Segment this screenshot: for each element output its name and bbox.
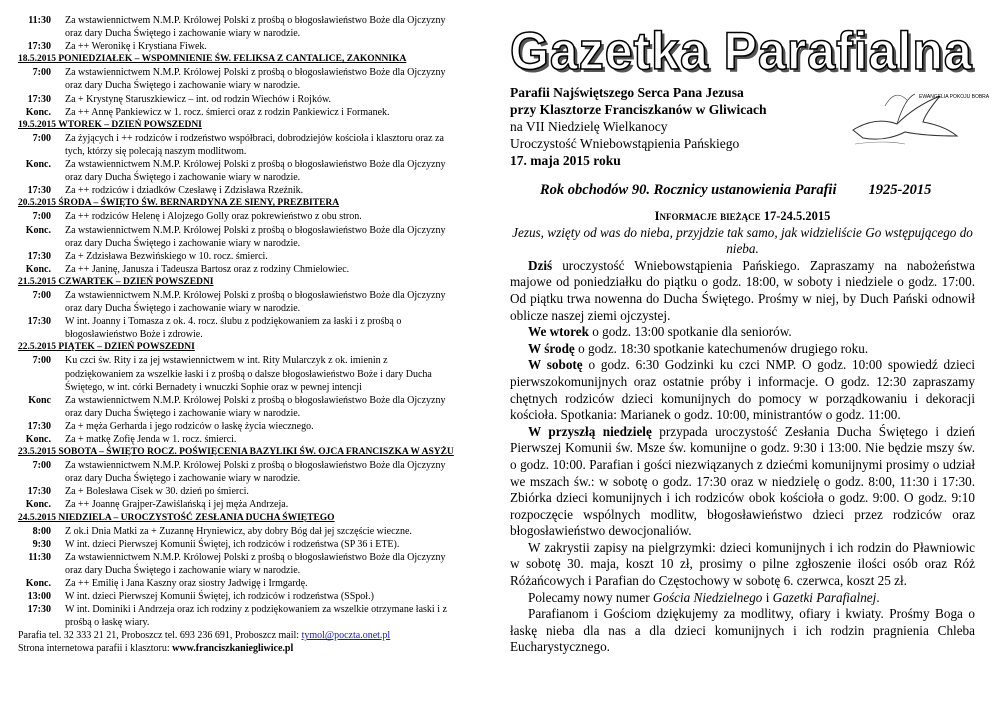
mass-intention: Za wstawiennictwem N.M.P. Królowej Polski z prośbą o błogosławieństwo Boże dla Ojczyzny oraz dary Ducha Świętego i zachowanie wiary w narodzie. — [65, 224, 446, 249]
mass-entry — [18, 485, 458, 498]
announcement-paragraph — [510, 357, 975, 423]
mass-intention: W int. dzieci Pierwszej Komunii Świętej, ich rodziców i rodzeństwa (SSpoł.) — [65, 591, 374, 603]
day-heading: 23.5.2015 SOBOTA – ŚWIĘTO ROCZ. POŚWIĘCENIA BAZYLIKI ŚW. OJCA FRANCISZKA W ASYŻU — [18, 447, 454, 458]
mass-entry — [18, 354, 458, 393]
mass-entry — [18, 106, 458, 119]
mass-intention: Za ++ rodziców Helenę i Alojzego Golly oraz pokrewieństwo z obu stron. — [65, 211, 362, 223]
mass-entry — [18, 603, 458, 629]
contact-text: Parafia tel. 32 333 21 21, Proboszcz tel. 693 236 691, Proboszcz mail: — [18, 630, 302, 642]
parish-name: Parafii Najświętszego Serca Pana Jezusa — [510, 85, 744, 100]
mass-time: 8:00 — [32, 525, 51, 537]
mass-time: 17:30 — [27, 250, 51, 262]
mass-intention: Za wstawiennictwem N.M.P. Królowej Polski z prośbą o błogosławieństwo Boże dla Ojczyzny oraz dary Ducha Świętego i zachowanie wiary w narodzie. — [65, 159, 446, 184]
mass-entry — [18, 184, 458, 197]
announcement-paragraph — [510, 341, 975, 358]
mass-time: Konc. — [25, 578, 51, 590]
scripture-quote: Jezus, wzięty od was do nieba, przyjdzie tak samo, jak widzieliście Go wstępującego do nieba. — [512, 224, 973, 257]
website-link[interactable]: www.franciszkaniegliwice.pl — [172, 643, 294, 655]
mass-time: 7:00 — [32, 211, 51, 223]
mass-intention: Za ++ Janinę, Janusza i Tadeusza Bartosz oraz z rodziny Chmielowiec. — [65, 263, 350, 275]
announcement-text: Parafianom i Gościom dziękujemy za modlitwy, ofiary i kwiaty. Prośmy Boga o łaskę nieba dla nas a dla dzieci komunijnych i ich rodzin pragnienia Chleba Eucharystycznego. — [510, 606, 975, 655]
announcement-text: przypada uroczystość Zesłania Ducha Świętego i dzień Pierwszej Komunii św. Msze św. komunijne o godz. 9:30 i 13:00. Nie będzie mszy św. o godz. 10:00. Parafian i gości niezwiązanych z dziećmi komunijnymi prosimy o udział we mszach św.: w sobotę o godz. 17:30 oraz w niedzielę o godz. 8:00, 11:30 i 17:30. Zbiórka dzieci komunijnych i ich rodziców obok kościoła o godz. 9:00. O godz. 9:10 rozpoczęcie wspólnych modlitw, błogosławieństwo dzieci przez rodziców oraz błogosławieństwo dewocjonaliów. — [510, 423, 976, 539]
announcement-paragraph — [510, 258, 975, 324]
announcement-paragraph — [510, 606, 975, 656]
mass-intention: Za ++ Weronikę i Krystiana Fiwek. — [65, 41, 207, 53]
announcement-text: o godz. 13:00 spotkanie dla seniorów. — [588, 324, 792, 340]
day-heading: 24.5.2015 NIEDZIELA – UROCZYSTOŚĆ ZESŁANIA DUCHA ŚWIĘTEGO — [18, 512, 335, 523]
announcement-lead: W sobotę — [528, 357, 583, 373]
mass-time: 17:30 — [27, 185, 51, 197]
mass-time: 17:30 — [27, 486, 51, 498]
day-heading: 18.5.2015 PONIEDZIAŁEK – WSPOMNIENIE ŚW. FELIKSA Z CANTALICE, ZAKONNIKA — [18, 54, 407, 65]
mass-time: 13:00 — [27, 591, 51, 603]
mass-intention: Za wstawiennictwem N.M.P. Królowej Polski z prośbą o błogosławieństwo Boże dla Ojczyzny oraz dary Ducha Świętego i zachowanie wiary w narodzie. — [65, 15, 446, 40]
mass-time: Konc. — [25, 159, 51, 171]
mass-time: Konc. — [25, 499, 51, 511]
mass-time: 9:30 — [32, 538, 51, 550]
mass-time: 7:00 — [32, 289, 51, 301]
mass-time: 17:30 — [27, 420, 51, 432]
mass-entry — [18, 315, 458, 341]
mass-entry — [18, 420, 458, 433]
mass-entry — [18, 224, 458, 250]
mass-entry — [18, 93, 458, 106]
anniversary-banner — [540, 182, 931, 199]
mass-time: Konc. — [25, 106, 51, 118]
announcement-lead: Dziś — [528, 257, 553, 273]
issue-date: 17. maja 2015 roku — [510, 153, 621, 168]
mass-time: Konc. — [25, 224, 51, 236]
feast-name: Uroczystość Wniebowstąpienia Pańskiego — [510, 136, 740, 151]
day-heading: 19.5.2015 WTOREK – DZIEŃ POWSZEDNI — [18, 119, 202, 130]
mass-entry — [18, 433, 458, 446]
logo-caption: EWANGELIA POKOJU BOBRA — [919, 94, 990, 100]
mass-entry — [18, 263, 458, 276]
mass-time: 7:00 — [32, 67, 51, 79]
mass-time: 11:30 — [28, 15, 51, 26]
day-heading: 22.5.2015 PIĄTEK – DZIEŃ POWSZEDNI — [18, 342, 195, 353]
mass-intention: Za żyjących i ++ rodziców i rodzeństwo współbraci, dobrodziejów kościoła i klasztoru oraz za tych, którzy się polecają naszym modlitwom. — [65, 132, 444, 157]
mass-entry — [18, 66, 458, 92]
mass-time: 17:30 — [27, 604, 51, 616]
mass-time: 7:00 — [32, 460, 51, 472]
mass-time: 17:30 — [27, 316, 51, 328]
mass-time: 7:00 — [32, 132, 51, 144]
announcement-text: uroczystość Wniebowstąpienia Pańskiego. Zapraszamy na nabożeństwa majowe od poniedziałku do piątku o godz. 18:00, w soboty i niedziele o godz. 17:00. Od piątku trwa nowenna do Ducha Świętego. Prośmy w niej, by Duch Pański odnowił oblicze naszej ziemi ojczystej. — [510, 257, 975, 323]
mass-intention: Za + Zdzisława Bezwińskiego w 10. rocz. śmierci. — [65, 250, 268, 262]
announcement-paragraph — [510, 424, 975, 540]
mass-time: 17:30 — [27, 93, 51, 105]
mass-intention: W int. Dominiki i Andrzeja oraz ich rodziny z podziękowaniem za wszelkie otrzymane łaski i z prośbą o łaskę wiary. — [65, 604, 447, 629]
mass-time: Konc — [28, 394, 51, 406]
mass-intention: Ku czci św. Rity i za jej wstawiennictwem w int. Rity Mularczyk z ok. imienin z podziękowaniem za wszelkie łaski i z prośbą o dalsze błogosławieństwo Boże i dary Ducha Świętego, w int. córki Bernadety i wnuczki Sophie oraz w pewnej intencji — [65, 355, 432, 393]
mass-intention: Za wstawiennictwem N.M.P. Królowej Polski z prośbą o błogosławieństwo Boże dla Ojczyzny oraz dary Ducha Świętego i zachowanie wiary w narodzie. — [65, 67, 446, 92]
announcement-text: o godz. 18:30 spotkanie katechumenów drugiego roku. — [574, 340, 869, 356]
mass-entry — [18, 158, 458, 184]
mass-schedule — [18, 14, 458, 655]
email-link[interactable]: tymol@poczta.onet.pl — [301, 630, 391, 642]
announcement-lead: W przyszłą niedzielę — [528, 423, 652, 439]
mass-intention: Za + matkę Zofię Jenda w 1. rocz. śmierci. — [65, 434, 237, 445]
mass-intention: Za ++ Joannę Grajper-Zawiślańską i jej męża Andrzeja. — [65, 499, 289, 511]
announcement-paragraph: Polecamy nowy numer Gościa Niedzielnego i Gazetki Parafialnej. — [528, 589, 880, 605]
anniversary-years: 1925-2015 — [868, 182, 932, 198]
mass-intention: Za ++ Annę Pankiewicz w 1. rocz. śmierci oraz z rodzin Pankiewicz i Formanek. — [65, 106, 390, 118]
mass-intention: Za + Bolesława Cisek w 30. dzień po śmierci. — [65, 486, 249, 498]
mass-entry — [18, 132, 458, 158]
mass-entry — [18, 394, 458, 420]
announcement-paragraph — [510, 324, 975, 341]
mass-entry — [18, 40, 458, 53]
sunday-name: na VII Niedzielę Wielkanocy — [510, 119, 668, 134]
mass-entry — [18, 525, 458, 538]
mass-intention: Za + męża Gerharda i jego rodziców o łaskę życia wiecznego. — [65, 420, 314, 432]
mass-intention: Za wstawiennictwem N.M.P. Królowej Polski z prośbą o błogosławieństwo Boże dla Ojczyzny oraz dary Ducha Świętego i zachowanie wiary w narodzie. — [65, 460, 446, 485]
mass-entry — [18, 551, 458, 577]
announcement-lead: W środę — [528, 340, 575, 356]
mass-time: 17:30 — [27, 41, 51, 53]
mass-intention: Z ok.i Dnia Matki za + Zuzannę Hryniewicz, aby dobry Bóg dał jej szczęście wieczne. — [65, 525, 412, 537]
announcements-heading: Informacje bieżące 17-24.5.2015 — [654, 209, 831, 223]
announcement-text: o godz. 6:30 Godzinki ku czci NMP. O godz. 10:00 spowiedź dzieci pierwszokomunijnych oraz ostatnie próby i informacje. O godz. 12:30 zapraszamy chętnych rodziców dzieci komunijnych do pomocy w porządkowaniu i dekoracji kościoła. Spotkania: Marianek o godz. 10:00, ministrantów o godz. 11:00. — [510, 357, 975, 423]
mass-intention: W int. dzieci Pierwszej Komunii Świętej, ich rodziców i rodzeństwa (SP 36 i ETE). — [65, 538, 400, 550]
mass-time: Konc. — [25, 263, 51, 275]
mass-entry — [18, 538, 458, 551]
mass-time: 7:00 — [32, 355, 51, 367]
mass-entry — [18, 590, 458, 603]
dove-logo-icon — [845, 86, 990, 148]
masthead-title: Gazetka Parafialna — [510, 21, 973, 81]
day-heading: 21.5.2015 CZWARTEK – DZIEŃ POWSZEDNI — [18, 276, 214, 287]
masthead-info — [510, 84, 840, 169]
mass-time: Konc. — [25, 434, 51, 445]
mass-intention: Za wstawiennictwem N.M.P. Królowej Polski z prośbą o błogosławieństwo Boże dla Ojczyzny oraz dary Ducha Świętego i zachowanie wiary w narodzie. — [65, 289, 446, 315]
mass-entry — [18, 289, 458, 315]
mass-time: 11:30 — [28, 551, 51, 563]
announcements — [510, 208, 975, 656]
mass-intention: Za wstawiennictwem N.M.P. Królowej Polski z prośbą o błogosławieństwo Boże dla Ojczyzny oraz dary Ducha Świętego i zachowanie wiary w narodzie. — [65, 551, 446, 576]
announcement-text: W zakrystii zapisy na pielgrzymki: dzieci komunijnych i ich rodzin do Pławniowic w sobotę 30. maja, koszt 10 zł, prosimy o pilne zgłoszenie ilości osób oraz Róż Różańcowych i Parafian do Częstochowy w sobotę 6. czerwca, koszt 25 zł. — [510, 539, 975, 589]
mass-intention: Za + Krystynę Staruszkiewicz – int. od rodzin Wiechów i Rojków. — [65, 93, 332, 105]
mass-entry — [18, 250, 458, 263]
mass-entry — [18, 577, 458, 590]
publication-name: Gościa Niedzielnego — [652, 589, 763, 605]
day-heading: 20.5.2015 ŚRODA – ŚWIĘTO ŚW. BERNARDYNA ZE SIENY, PREZBITERA — [18, 198, 340, 209]
mass-intention: Za ++ rodziców i dziadków Czesławę i Zdzisława Rzeźnik. — [65, 185, 304, 197]
website-label: Strona internetowa parafii i klasztoru: — [18, 643, 173, 655]
parish-location: przy Klasztorze Franciszkanów w Gliwicach — [510, 102, 767, 117]
website-line — [18, 642, 458, 655]
announcement-paragraph — [510, 540, 975, 590]
mass-entry — [18, 210, 458, 223]
announcement-lead: We wtorek — [528, 324, 589, 340]
mass-entry — [18, 459, 458, 485]
publication-name: Gazetki Parafialnej — [772, 589, 877, 605]
anniversary-text: Rok obchodów 90. Rocznicy ustanowienia Parafii — [540, 182, 837, 198]
contact-line — [18, 629, 458, 642]
mass-intention: Za wstawiennictwem N.M.P. Królowej Polski z prośbą o błogosławieństwo Boże dla Ojczyzny oraz dary Ducha Świętego i zachowanie wiary w narodzie. — [65, 394, 446, 419]
mass-entry — [18, 14, 458, 40]
mass-intention: W int. Joanny i Tomasza z ok. 4. rocz. ślubu z podziękowaniem za łaski i z prośbą o błogosławieństwo Boże i zdrowie. — [65, 316, 402, 341]
mass-intention: Za ++ Emilię i Jana Kaszny oraz siostry Jadwigę i Irmgardę. — [65, 578, 308, 590]
mass-entry — [18, 498, 458, 511]
